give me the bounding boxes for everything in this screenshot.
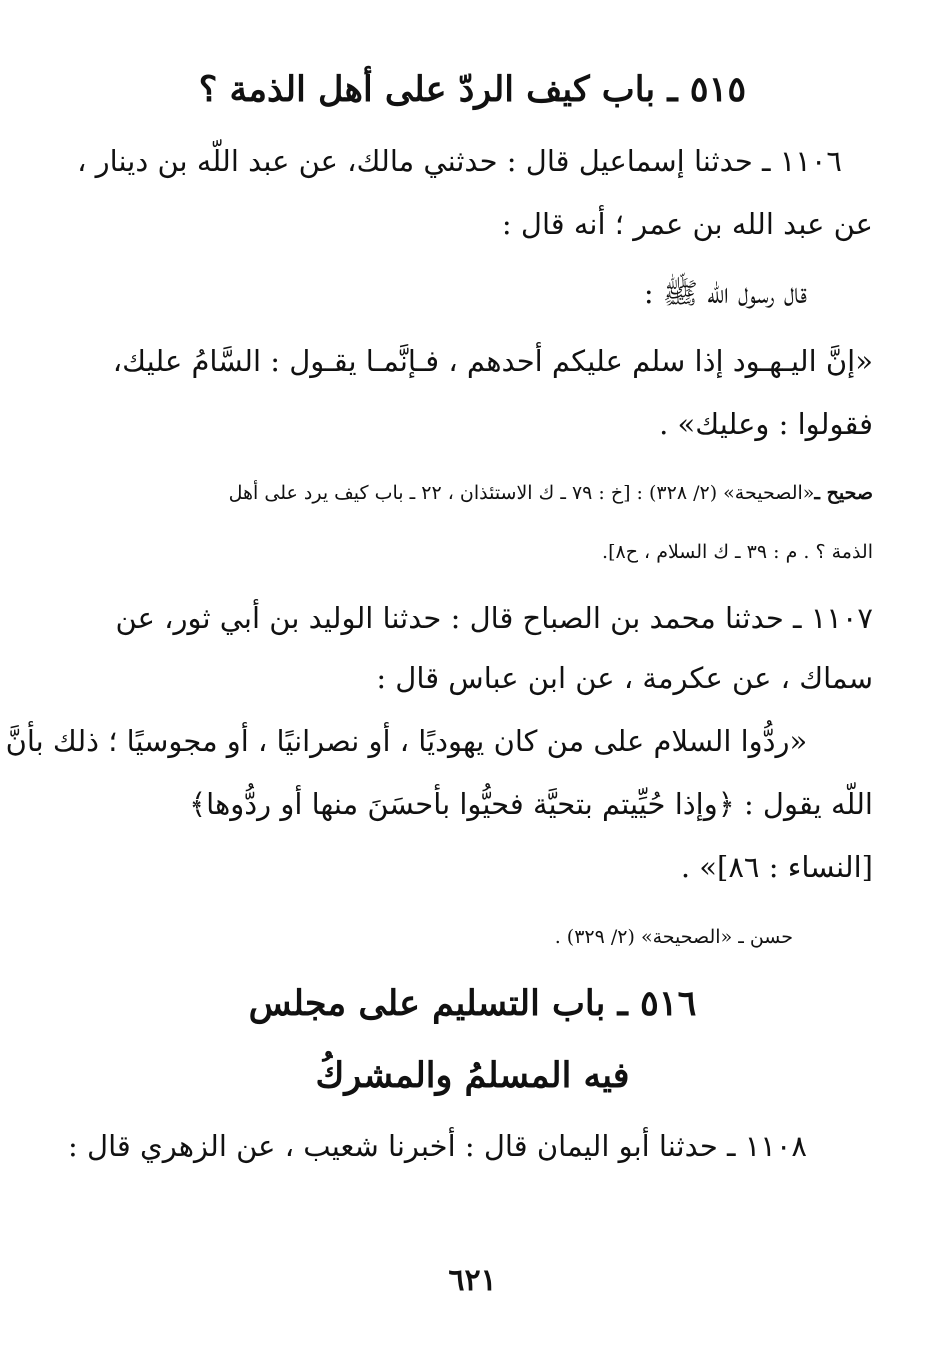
hadith-1108-line-1: ١١٠٨ ـ حدثنا أبو اليمان قال : أخبرنا شعيب ، عن الزهري قال :: [68, 1129, 807, 1163]
hadith-1106-line-4: «إنَّ اليـهـود إذا سلم عليكم أحدهم ، فـإنَّمـا يقـول : السَّامُ عليك،: [112, 344, 873, 378]
note-1106-line-2: الذمة ؟ . م : ٣٩ ـ ك السلام ، ح٨].: [602, 541, 873, 563]
note-1106-line-1: [229, 484, 873, 503]
hadith-1106-line-3: قال رسول اللّه ﷺ :: [643, 276, 807, 310]
chapter-515-heading: ٥١٥ ـ باب كيف الردّ على أهل الذمة ؟: [198, 69, 747, 110]
note-1107: حسن ـ «الصحيحة» (٢/ ٣٢٩) .: [554, 926, 793, 948]
grade-label: صحيح ـ: [814, 482, 873, 504]
hadith-1107-line-5: [النساء : ٨٦]» .: [680, 850, 873, 884]
hadith-1107-line-4: اللّه يقول : ﴿وإذا حُيِّيتم بتحيَّة فحيُّوا بأحسَنَ منها أو ردُّوها﴾: [189, 787, 873, 821]
hadith-1107-line-3: «ردُّوا السلام على من كان يهوديًا ، أو نصرانيًا ، أو مجوسيًا ؛ ذلك بأنَّ: [5, 724, 807, 758]
hadith-1106-line-5: فقولوا : وعليك» .: [659, 407, 873, 441]
note-1106-reference: «الصحيحة» (٢/ ٣٢٨) : [خ : ٧٩ ـ ك الاستئذان ، ٢٢ ـ باب كيف يرد على أهل: [228, 482, 815, 504]
chapter-516-heading-line-1: ٥١٦ ـ باب التسليم على مجلس: [248, 983, 697, 1024]
hadith-1106-line-2: عن عبد الله بن عمر ؛ أنه قال :: [501, 207, 873, 241]
chapter-516-heading-line-2: فيه المسلمُ والمشركُ: [315, 1055, 630, 1096]
hadith-1107-line-1: ١١٠٧ ـ حدثنا محمد بن الصباح قال : حدثنا الوليد بن أبي ثور، عن: [115, 601, 873, 635]
hadith-1107-line-2: سماك ، عن عكرمة ، عن ابن عباس قال :: [376, 661, 873, 695]
page-number: ٦٢١: [448, 1263, 497, 1298]
hadith-1106-line-1: ١١٠٦ ـ حدثنا إسماعيل قال : حدثني مالك، عن عبد اللّه بن دينار ،: [77, 144, 842, 178]
